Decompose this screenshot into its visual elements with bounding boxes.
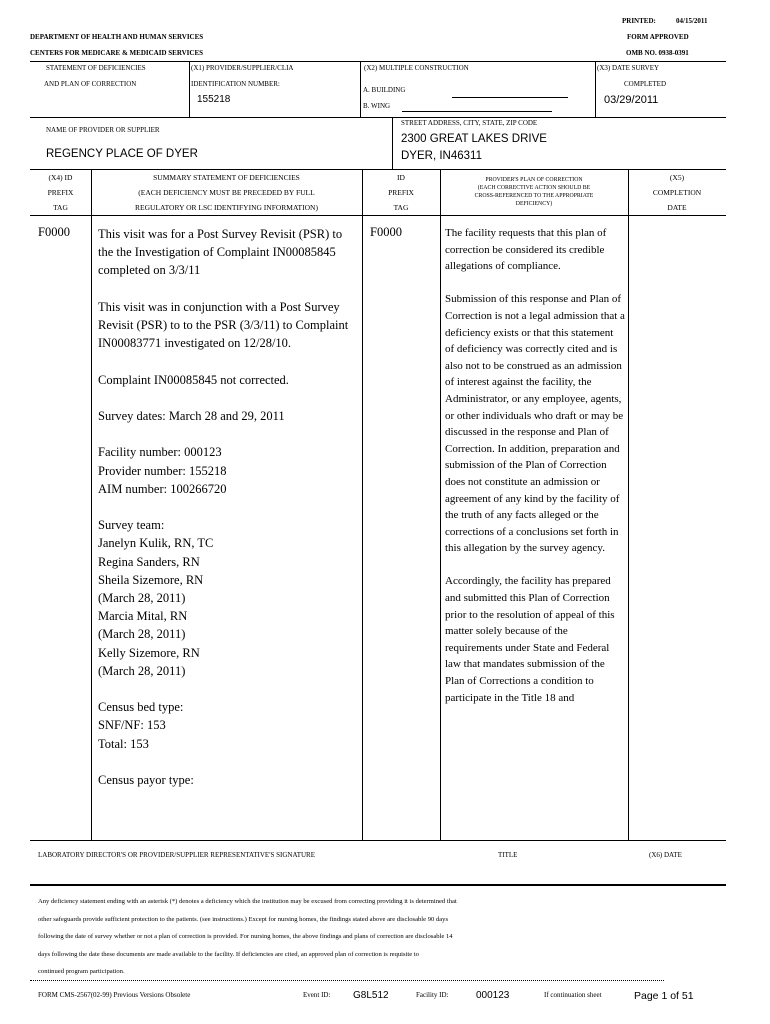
survey-completed-date: 03/29/2011 [604, 94, 659, 106]
page-number: Page 1 of 51 [634, 990, 694, 1002]
provider-id-value: 155218 [197, 94, 231, 105]
summary-paragraph: Survey dates: March 28 and 29, 2011 [98, 408, 285, 423]
wing-label: B. WING [363, 102, 391, 110]
event-id-label: Event ID: [303, 991, 331, 999]
x5-completion-header: (X5) COMPLETION DATE [652, 173, 702, 212]
form-approved: FORM APPROVED [627, 33, 689, 41]
printed-date: 04/15/2011 [676, 17, 708, 25]
summary-paragraph: This visit was for a Post Survey Revisit (PSR) to the the Investigation of Complaint IN00085845 completed on 3/3/11 [98, 227, 343, 278]
plan-of-correction-header: PROVIDER'S PLAN OF CORRECTION (EACH CORRECTIVE ACTION SHOULD BE CROSS-REFERENCED TO THE APPROPRIATE DEFICIENCY) [474, 177, 594, 207]
summary-paragraph: Complaint IN00085845 not corrected. [98, 372, 289, 387]
street-address-label: STREET ADDRESS, CITY, STATE, ZIP CODE [401, 119, 538, 127]
printed-label: PRINTED: [622, 17, 656, 25]
summary-paragraph: Facility number: 000123 Provider number: 155218 AIM number: 100266720 [98, 445, 227, 496]
completed-label: COMPLETED [624, 80, 666, 88]
continuation-label: If continuation sheet [544, 991, 602, 999]
x4-id-header: (X4) ID PREFIX TAG [47, 173, 74, 212]
provider-name: REGENCY PLACE OF DYER [46, 148, 198, 160]
summary-statement-text [98, 225, 356, 807]
plan-paragraph: Accordingly, the facility has prepared and submitted this Plan of Correction prior to the resolution of appeal of this matter solely because of the requirements under State and Federal law that mandates submission of the Plan of Corrections a condition to participate in the Title 18 and [445, 575, 615, 704]
form-number: FORM CMS-2567(02-99) Previous Versions Obsolete [38, 991, 191, 999]
department-name: DEPARTMENT OF HEALTH AND HUMAN SERVICES [30, 33, 204, 41]
title-label: TITLE [498, 851, 518, 859]
x3-label: (X3) DATE SURVEY [597, 64, 660, 72]
x2-label: (X2) MULTIPLE CONSTRUCTION [364, 64, 469, 72]
omb-number: OMB NO. 0938-0391 [626, 49, 689, 57]
summary-paragraph: Survey team: Janelyn Kulik, RN, TC Regina Sanders, RN Sheila Sizemore, RN (March 28, 2011) Marcia Mital, RN (March 28, 2011) Kelly Sizemore, RN (March 28, 2011) [98, 518, 214, 678]
summary-paragraph: Census payor type: [98, 772, 194, 787]
summary-paragraph: Census bed type: SNF/NF: 153 Total: 153 [98, 700, 184, 751]
lab-director-signature-label: LABORATORY DIRECTOR'S OR PROVIDER/SUPPLIER REPRESENTATIVE'S SIGNATURE [38, 851, 316, 859]
city-state-zip: DYER, IN46311 [401, 150, 482, 162]
centers-name: CENTERS FOR MEDICARE & MEDICAID SERVICES [30, 49, 204, 57]
facility-id-value: 000123 [476, 990, 510, 1001]
street-address: 2300 GREAT LAKES DRIVE [401, 133, 547, 145]
provider-name-label: NAME OF PROVIDER OR SUPPLIER [46, 126, 160, 134]
facility-id-label: Facility ID: [416, 991, 449, 999]
identification-number-label: IDENTIFICATION NUMBER: [191, 80, 280, 88]
plan-paragraph: The facility requests that this plan of correction be considered its credible allegations of compliance. [445, 227, 607, 273]
x6-date-label: (X6) DATE [649, 851, 682, 859]
event-id-value: G8L512 [353, 990, 389, 1001]
id-prefix-tag-header: ID PREFIX TAG [388, 173, 414, 212]
right-tag: F0000 [370, 225, 402, 239]
summary-paragraph: This visit was in conjunction with a Post Survey Revisit (PSR) to to the PSR (3/3/11) to Complaint IN00083771 investigated on 12/28/10. [98, 299, 349, 351]
x1-label: (X1) PROVIDER/SUPPLIER/CLIA [191, 64, 294, 72]
deficiency-footnote: Any deficiency statement ending with an asterisk (*) denotes a deficiency which the institution may be excused from correcting providing it is determined that other safeguards provide sufficient protection to the patients. (see instructions.) Except for nursing homes, the findings stated above are disclosable 90 days following the date of survey whether or not a plan of correction is provided. For nursing homes, the above findings and plans of correction are disclosable 14 days following the date these documents are made available to the facility. If deficiencies are cited, an approved plan of correction is requisite to continued program participation. [38, 898, 457, 975]
plan-paragraph: Submission of this response and Plan of Correction is not a legal admission that a deficiency exists or that this statement of deficiency was correctly cited and is also not to be construed as an admission of interest against the facility, the Administrator, or any employee, agents, or other individuals who draft or may be discussed in the response and Plan of Correction. In addition, preparation and submission of the Plan of Correction does not constitute an admission or agreement of any kind by the facility of the truth of any facts alleged or the corrections of a conclusions set forth in this allegation by the survey agency. [445, 293, 625, 555]
left-tag: F0000 [38, 225, 70, 239]
plan-of-correction-text [445, 225, 625, 723]
summary-statement-header: SUMMARY STATEMENT OF DEFICIENCIES (EACH DEFICIENCY MUST BE PRECEDED BY FULL REGULATORY OR LSC IDENTIFYING INFORMATION) [135, 173, 318, 212]
plan-of-correction-label: AND PLAN OF CORRECTION [44, 80, 137, 88]
building-label: A. BUILDING [363, 86, 406, 94]
statement-label: STATEMENT OF DEFICIENCIES [46, 64, 146, 72]
